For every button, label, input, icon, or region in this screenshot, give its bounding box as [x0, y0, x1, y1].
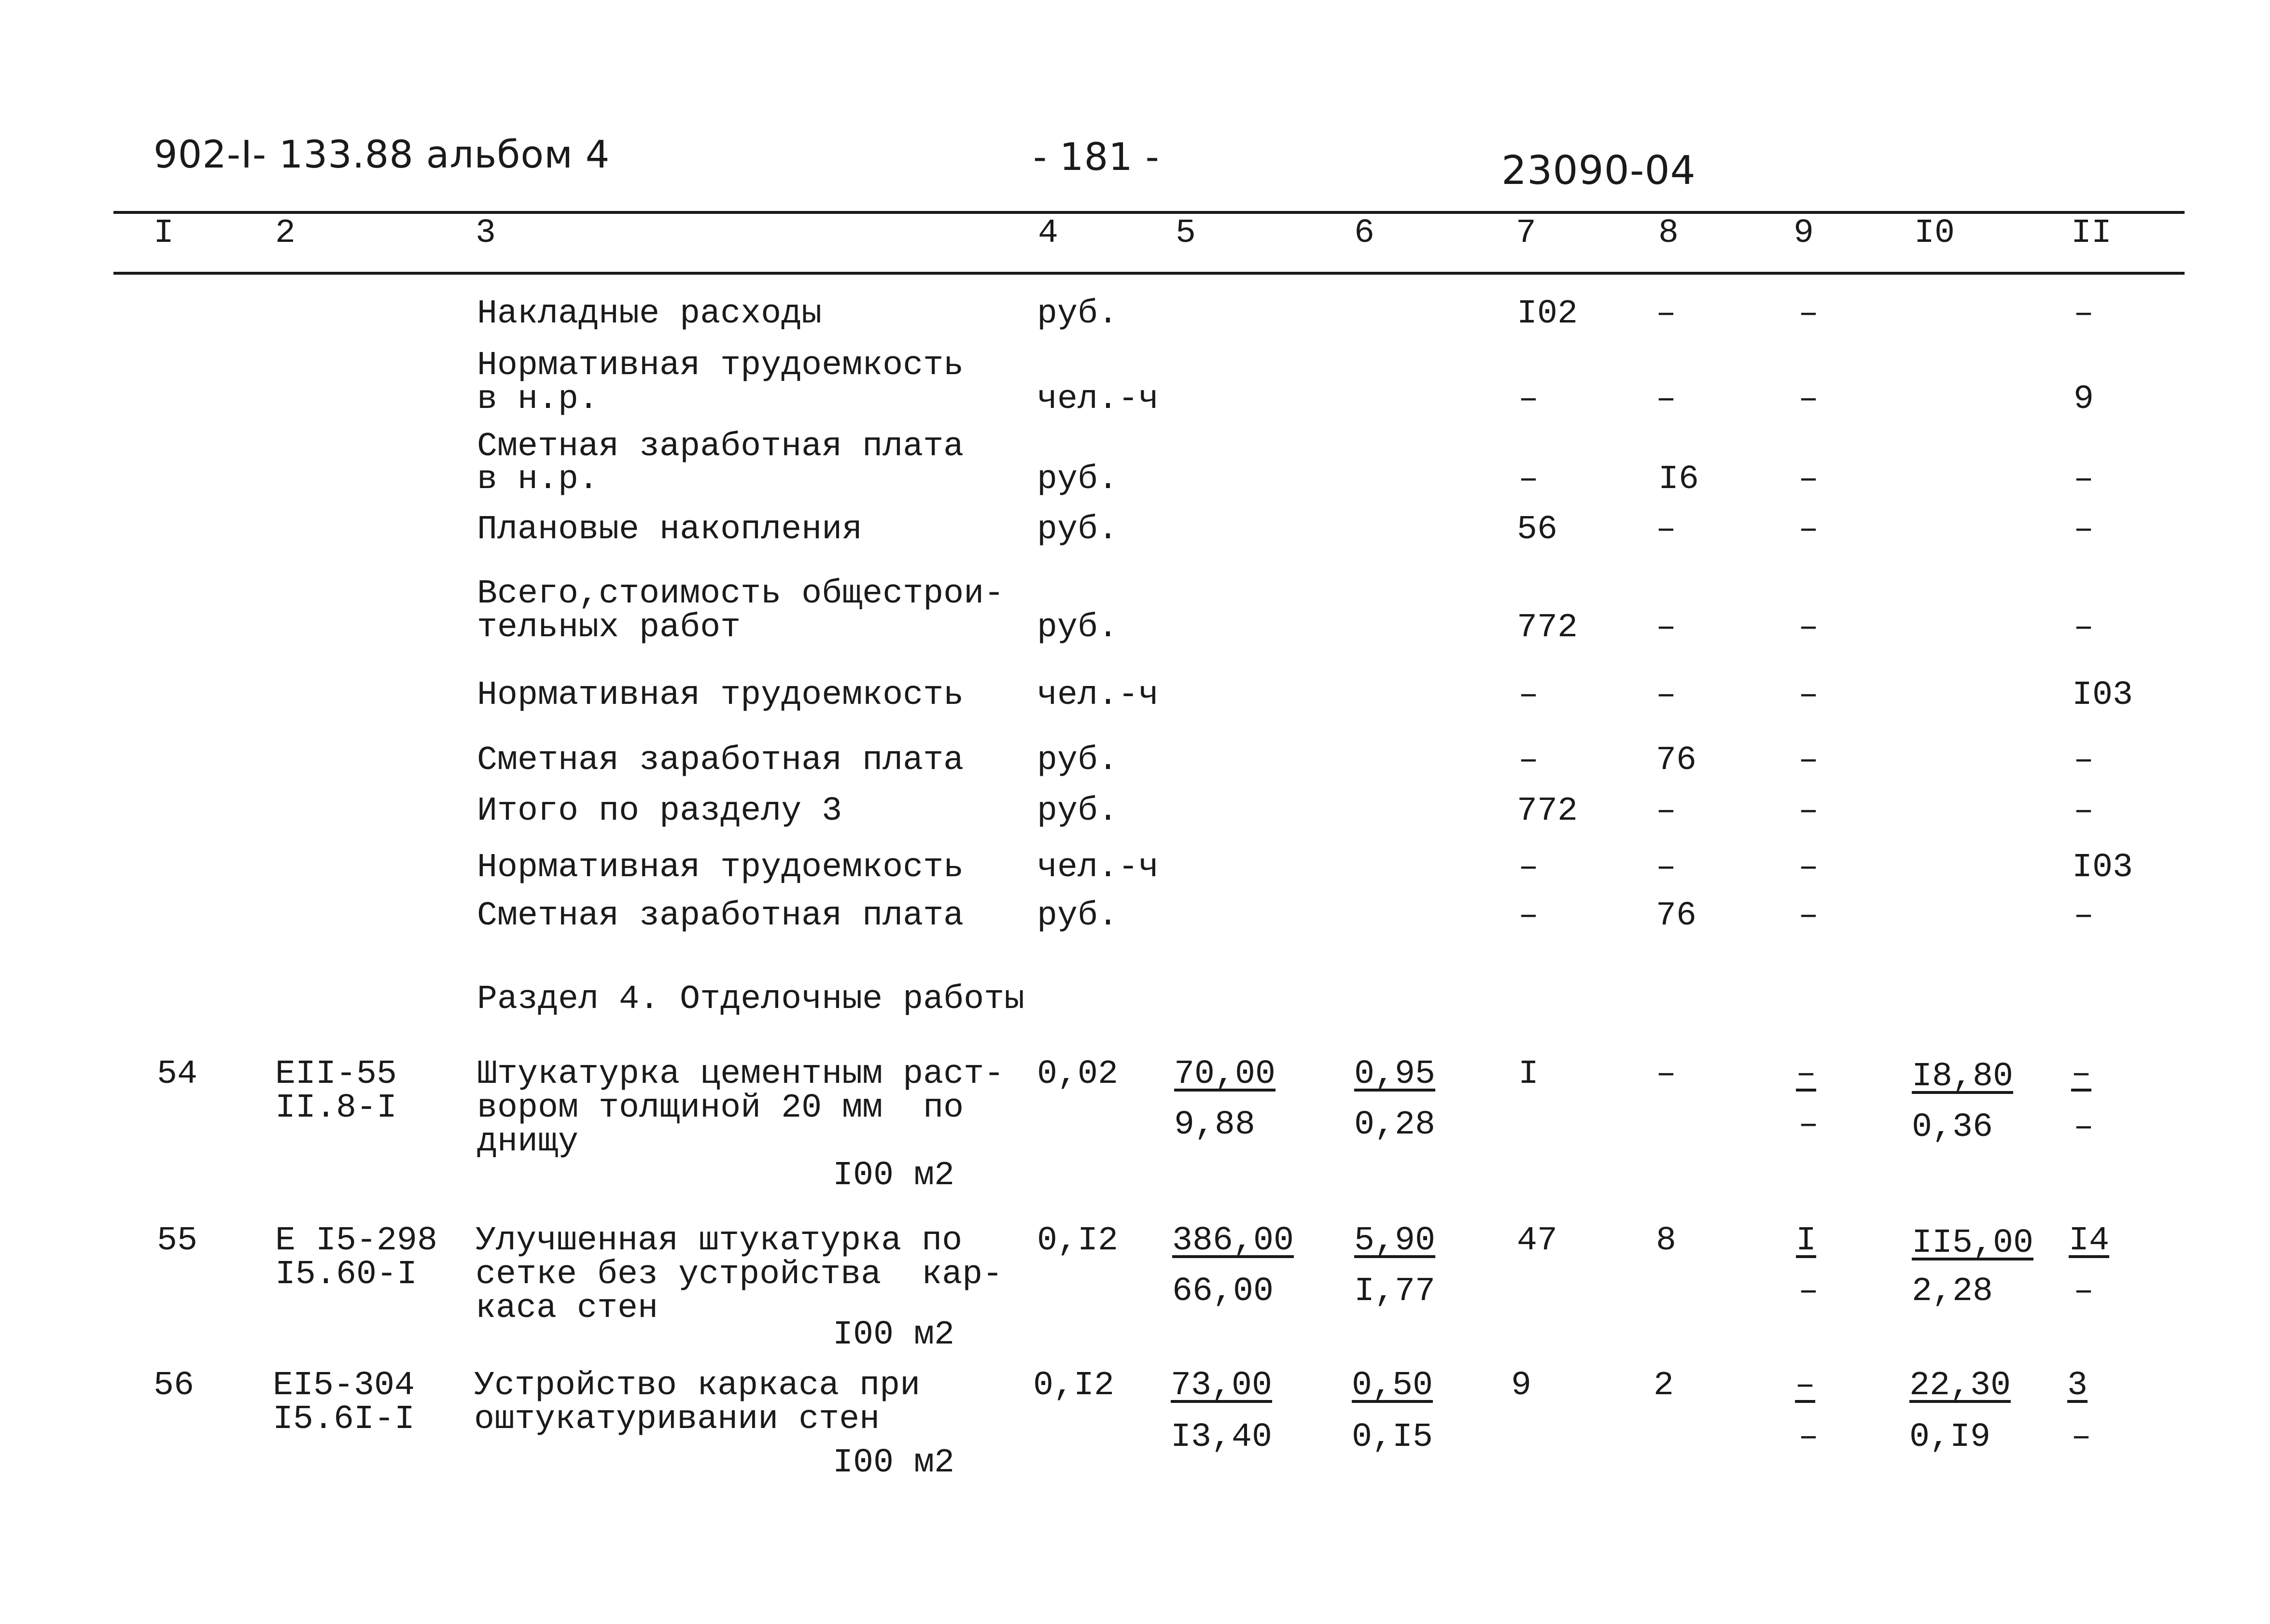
- row-label-line2: в н.р.: [477, 380, 599, 419]
- row-label: Итого по разделу 3: [477, 792, 842, 830]
- row-unit: руб.: [1037, 609, 1119, 647]
- cell-col11-top: 3: [2067, 1367, 2088, 1405]
- cell-col7: 47: [1517, 1222, 1558, 1260]
- cell-col8: –: [1656, 511, 1677, 549]
- item-quantity: 0,I2: [1037, 1222, 1119, 1260]
- cell-col9: –: [1798, 742, 1819, 780]
- row-label: Плановые накопления: [477, 511, 863, 549]
- cell-col7: 9: [1511, 1367, 1532, 1405]
- item-code: EI5-304: [273, 1367, 415, 1405]
- column-header: 5: [1176, 214, 1196, 252]
- row-unit: чел.-ч: [1037, 380, 1159, 419]
- item-desc-line: оштукатуривании стен: [474, 1400, 880, 1439]
- document-code: 902-I- 133.88 альбом 4: [154, 133, 610, 177]
- cell-col7: –: [1518, 676, 1539, 714]
- column-header: 3: [476, 214, 496, 252]
- cell-col11: –: [2074, 295, 2094, 333]
- cell-col10-bottom: 0,I9: [1909, 1418, 1991, 1456]
- row-unit: руб.: [1037, 295, 1119, 333]
- item-unit: I00 м2: [833, 1444, 955, 1482]
- row-label-line2: в н.р.: [477, 461, 599, 499]
- item-quantity: 0,I2: [1033, 1367, 1115, 1405]
- cell-col5-top: 70,00: [1174, 1055, 1276, 1093]
- cell-col10-top: 22,30: [1909, 1367, 2011, 1405]
- row-label: Всего,стоимость общестрои-: [477, 575, 1005, 613]
- cell-col6-bottom: 0,28: [1354, 1106, 1436, 1144]
- cell-col7: –: [1518, 849, 1539, 887]
- cell-col6-top: 0,95: [1354, 1055, 1436, 1093]
- cell-col7: –: [1518, 380, 1539, 419]
- cell-col11: 9: [2074, 380, 2094, 419]
- row-label-line2: тельных работ: [477, 609, 741, 647]
- cell-col9: –: [1798, 849, 1819, 887]
- cell-col8: –: [1656, 380, 1677, 419]
- cell-col11-bottom: –: [2071, 1418, 2092, 1456]
- cell-col6-bottom: I,77: [1354, 1273, 1436, 1311]
- item-code: EII-55: [275, 1055, 397, 1093]
- cell-col11-top: I4: [2069, 1222, 2110, 1260]
- row-label: Сметная заработная плата: [477, 428, 964, 466]
- item-quantity: 0,02: [1037, 1055, 1119, 1093]
- cell-col11: –: [2074, 742, 2094, 780]
- cell-col5-top: 73,00: [1171, 1367, 1273, 1405]
- cell-col6-top: 0,50: [1352, 1367, 1433, 1405]
- cell-col11: –: [2074, 461, 2094, 499]
- cell-col11: –: [2074, 511, 2094, 549]
- header-top-rule: [113, 211, 2185, 214]
- item-desc-line: вором толщиной 20 мм по: [477, 1089, 964, 1127]
- cell-col9: –: [1798, 380, 1819, 419]
- row-label: Нормативная трудоемкость: [477, 849, 964, 887]
- row-unit: руб.: [1037, 897, 1119, 935]
- cell-col10-top: I8,80: [1912, 1058, 2014, 1096]
- column-header: 2: [275, 214, 296, 252]
- row-label: Сметная заработная плата: [477, 742, 964, 780]
- row-unit: чел.-ч: [1037, 849, 1159, 887]
- item-desc-line: днищу: [477, 1123, 579, 1161]
- cell-col7: –: [1518, 742, 1539, 780]
- cell-col11-bottom: –: [2074, 1108, 2094, 1147]
- cell-col11-top: –: [2071, 1055, 2092, 1093]
- cell-col8: I6: [1658, 461, 1699, 499]
- cell-col5-top: 386,00: [1172, 1222, 1294, 1260]
- cell-col9: –: [1798, 609, 1819, 647]
- row-label: Накладные расходы: [477, 295, 822, 333]
- cell-col9-top: –: [1795, 1367, 1816, 1405]
- cell-col9: –: [1798, 676, 1819, 714]
- cell-col10-top: II5,00: [1912, 1224, 2034, 1262]
- cell-col9: –: [1798, 897, 1819, 935]
- column-header: 7: [1516, 214, 1537, 252]
- item-number: 54: [157, 1055, 198, 1093]
- cell-col8: –: [1656, 849, 1677, 887]
- cell-col11-bottom: –: [2074, 1273, 2094, 1311]
- cell-col7: I: [1518, 1055, 1539, 1093]
- row-label: Нормативная трудоемкость: [477, 676, 964, 714]
- cell-col11: I03: [2072, 849, 2133, 887]
- item-desc-line: Улучшенная штукатурка по: [476, 1222, 963, 1260]
- cell-col8: 2: [1653, 1367, 1674, 1405]
- row-unit: руб.: [1037, 792, 1119, 830]
- cell-col7: I02: [1517, 295, 1578, 333]
- cell-col8: 8: [1656, 1222, 1677, 1260]
- item-desc-line: сетке без устройства кар-: [476, 1256, 1003, 1294]
- item-unit: I00 м2: [833, 1316, 955, 1354]
- cell-col8: –: [1656, 676, 1677, 714]
- cell-col7: 772: [1517, 792, 1578, 830]
- cell-col9-top: –: [1796, 1055, 1817, 1093]
- item-number: 56: [154, 1367, 195, 1405]
- cell-col7: 56: [1517, 511, 1558, 549]
- cell-col7: –: [1518, 897, 1539, 935]
- row-label: Сметная заработная плата: [477, 897, 964, 935]
- cell-col7: –: [1518, 461, 1539, 499]
- column-header: I0: [1914, 214, 1955, 252]
- item-code-2: I5.6I-I: [273, 1400, 415, 1439]
- header-bottom-rule: [113, 272, 2185, 275]
- cell-col5-bottom: 66,00: [1172, 1273, 1274, 1311]
- cell-col9-bottom: –: [1798, 1418, 1819, 1456]
- cell-col8: –: [1656, 295, 1677, 333]
- cell-col8: 76: [1656, 897, 1697, 935]
- archive-stamp: 23090-04: [1501, 148, 1696, 194]
- cell-col9: –: [1798, 511, 1819, 549]
- row-unit: руб.: [1037, 511, 1119, 549]
- row-label: Нормативная трудоемкость: [477, 347, 964, 385]
- cell-col9: –: [1798, 295, 1819, 333]
- page-number: - 181 -: [1033, 136, 1160, 179]
- item-code-2: I5.60-I: [275, 1256, 418, 1294]
- item-unit: I00 м2: [833, 1157, 955, 1195]
- cell-col7: 772: [1517, 609, 1578, 647]
- section-title: Раздел 4. Отделочные работы: [477, 980, 1025, 1019]
- row-unit: руб.: [1037, 461, 1119, 499]
- row-unit: руб.: [1037, 742, 1119, 780]
- item-desc-line: каса стен: [476, 1289, 659, 1328]
- cell-col11: –: [2074, 609, 2094, 647]
- cell-col8: –: [1656, 1055, 1677, 1093]
- item-code-2: II.8-I: [275, 1089, 397, 1127]
- cell-col9: –: [1798, 461, 1819, 499]
- cell-col5-bottom: I3,40: [1171, 1418, 1273, 1456]
- cell-col8: –: [1656, 609, 1677, 647]
- column-header: 6: [1354, 214, 1375, 252]
- cell-col9-top: I: [1796, 1222, 1817, 1260]
- cell-col11: –: [2074, 897, 2094, 935]
- cell-col6-top: 5,90: [1354, 1222, 1436, 1260]
- cell-col9: –: [1798, 792, 1819, 830]
- item-code: E I5-298: [275, 1222, 438, 1260]
- cell-col9-bottom: –: [1798, 1106, 1819, 1144]
- item-number: 55: [157, 1222, 198, 1260]
- column-header: 9: [1794, 214, 1814, 252]
- item-desc-line: Устройство каркаса при: [474, 1367, 921, 1405]
- cell-col8: 76: [1656, 742, 1697, 780]
- row-unit: чел.-ч: [1037, 676, 1159, 714]
- column-header: II: [2071, 214, 2112, 252]
- cell-col10-bottom: 0,36: [1912, 1108, 1993, 1147]
- cell-col9-bottom: –: [1798, 1273, 1819, 1311]
- cell-col8: –: [1656, 792, 1677, 830]
- column-header: I: [154, 214, 174, 252]
- column-header: 8: [1658, 214, 1679, 252]
- cell-col11: –: [2074, 792, 2094, 830]
- cell-col10-bottom: 2,28: [1912, 1273, 1993, 1311]
- cell-col6-bottom: 0,I5: [1352, 1418, 1433, 1456]
- item-desc-line: Штукатурка цементным раст-: [477, 1055, 1005, 1093]
- column-header: 4: [1038, 214, 1059, 252]
- cell-col5-bottom: 9,88: [1174, 1106, 1256, 1144]
- cell-col11: I03: [2072, 676, 2133, 714]
